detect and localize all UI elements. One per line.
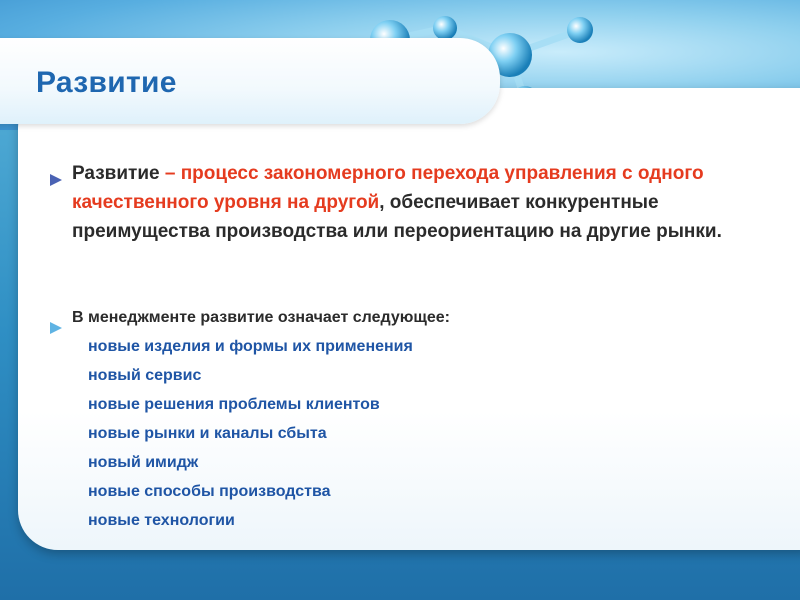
list-item: новый имидж	[88, 454, 199, 471]
development-list	[88, 337, 413, 540]
definition-highlight: процесс закономерного перехода управления с одного качественного уровня на другой	[72, 163, 704, 213]
list-item: новые изделия и формы их применения	[88, 338, 413, 355]
list-item: новые рынки и каналы сбыта	[88, 425, 327, 442]
definition-term: Развитие	[72, 163, 160, 184]
list-item: новые технологии	[88, 512, 235, 529]
triangle-bullet-icon	[46, 170, 66, 190]
list-item: новые решения проблемы клиентов	[88, 396, 380, 413]
management-lead: В менеджменте развитие означает следующее:	[72, 309, 451, 326]
slide-title: Развитие	[36, 66, 177, 99]
definition-dash: –	[159, 163, 181, 184]
list-item: новые способы производства	[88, 483, 331, 500]
definition-paragraph	[72, 159, 772, 246]
list-item: новый сервис	[88, 367, 202, 384]
triangle-bullet-icon	[46, 318, 66, 338]
definition-rest: , обеспечивает конкурентные преимущества производства или переориентацию на другие рынки.	[72, 192, 722, 242]
